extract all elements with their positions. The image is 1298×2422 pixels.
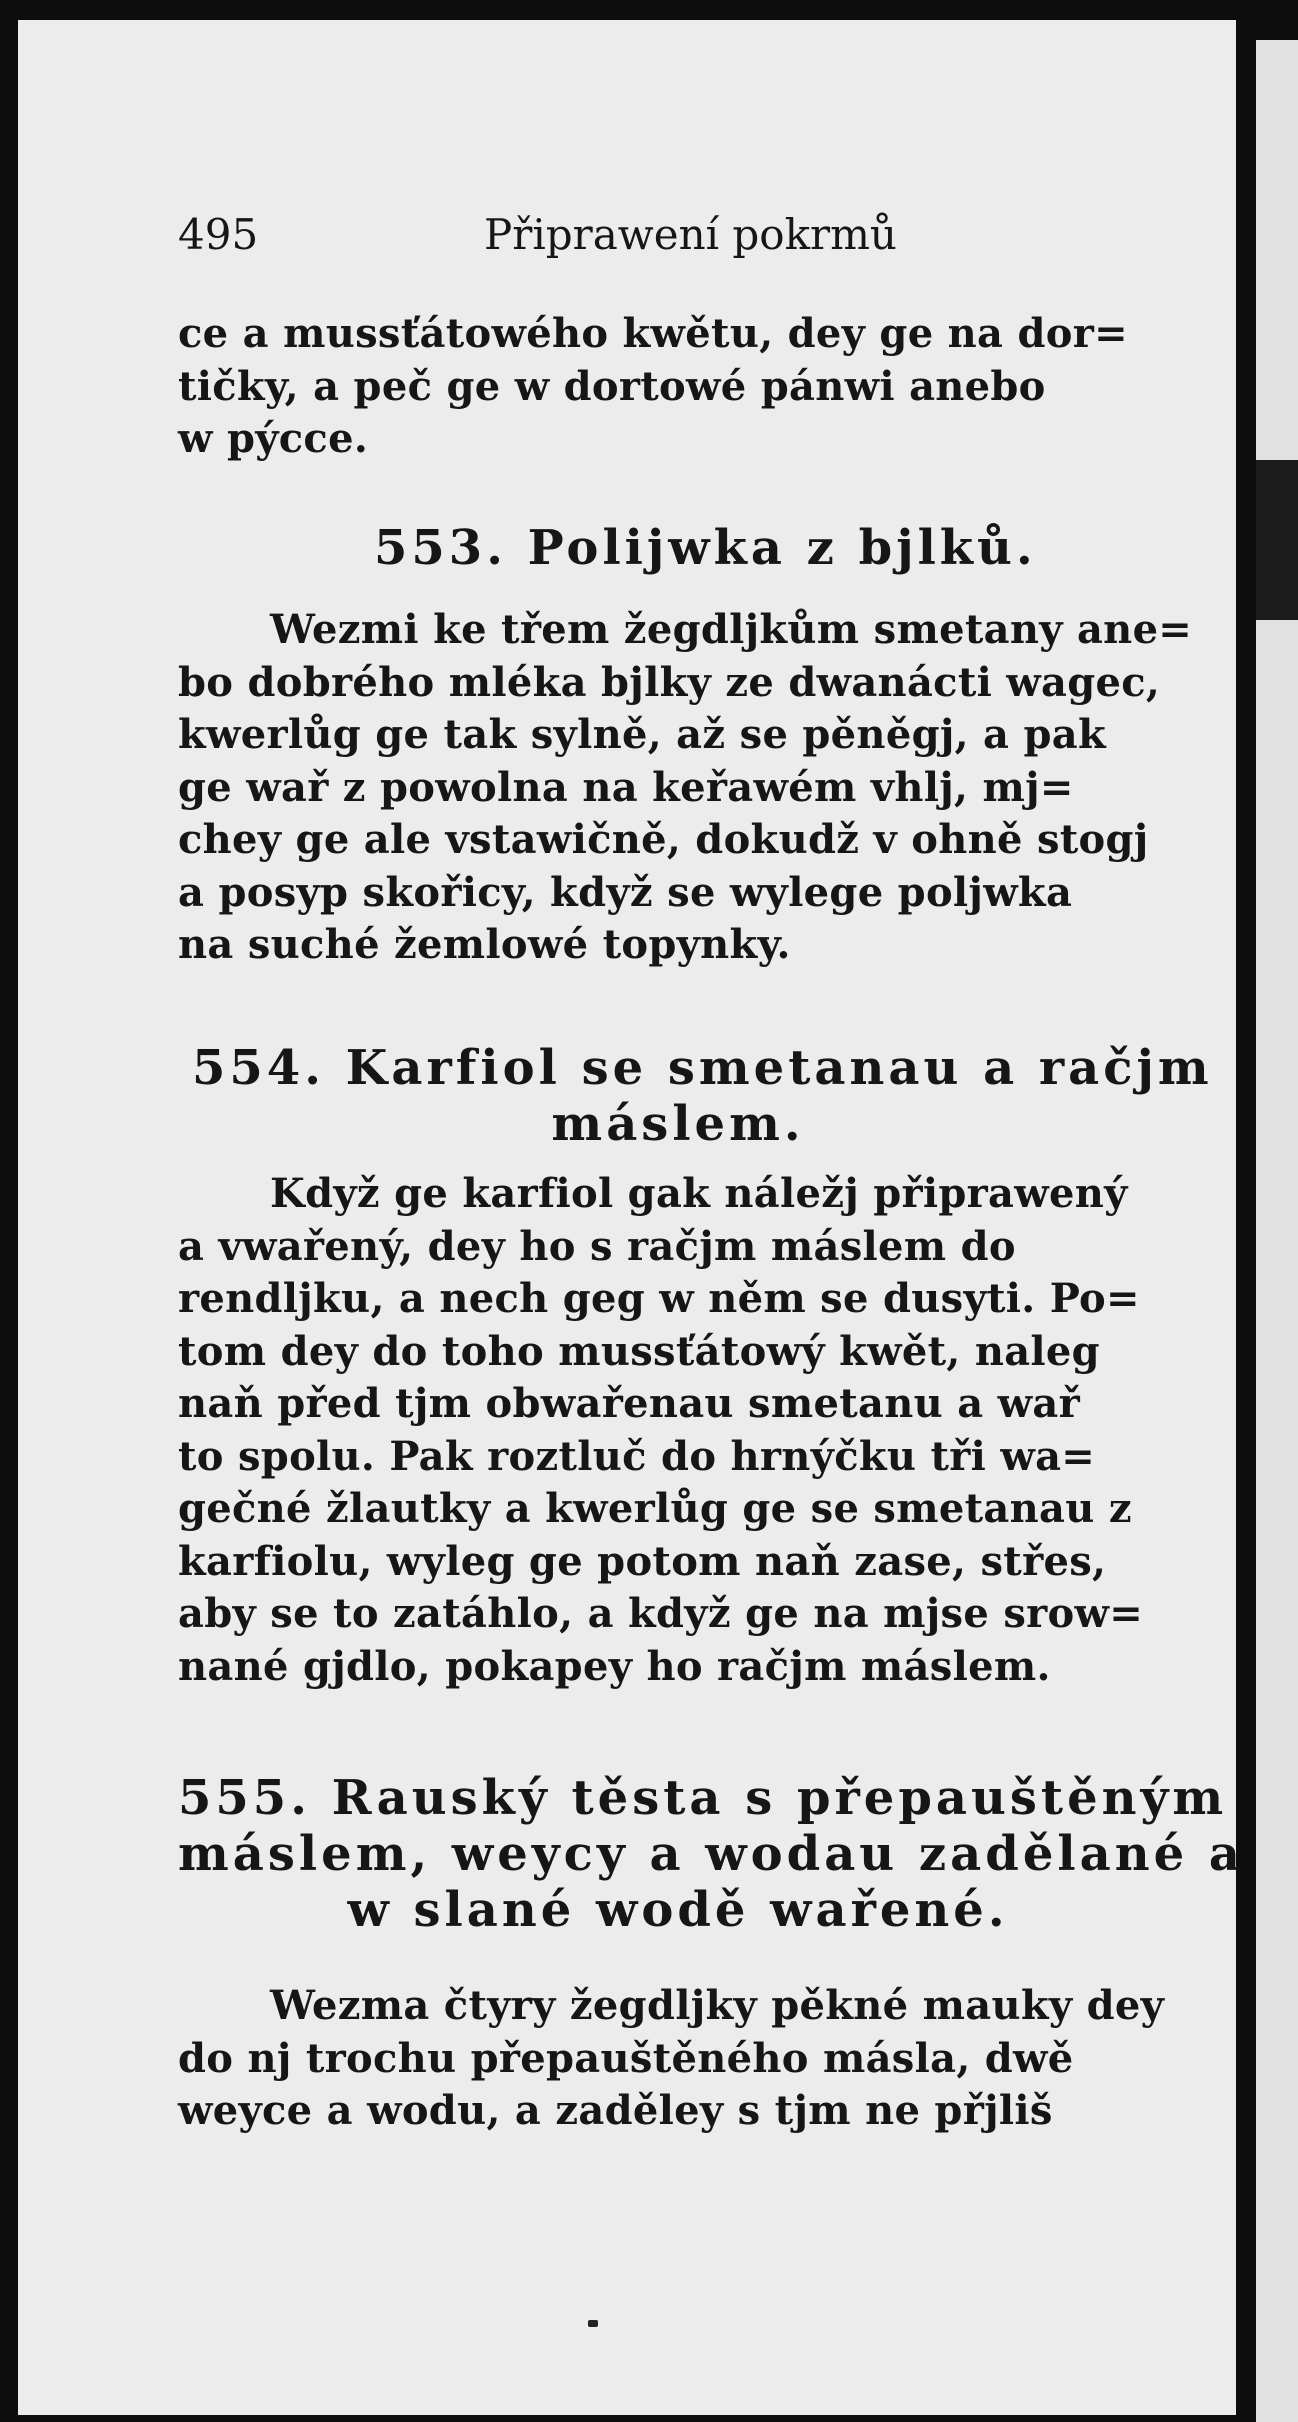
text-line: aby se to zatáhlo, a když ge na mjse srow= [178, 1590, 1144, 1637]
text-line: chey ge ale vstawičně, dokudž v ohně stogj [178, 816, 1149, 863]
scan-top-border [0, 0, 1298, 20]
heading-line: 553. Polijwka z bjlků. [374, 520, 1037, 576]
adjacent-page-edge [1256, 40, 1298, 2422]
text-line: tičky, a peč ge w dortowé pánwi anebo [178, 362, 1046, 410]
page-shadow [1256, 460, 1298, 620]
ink-mark [588, 2320, 598, 2327]
text-line: tom dey do toho mussťátowý kwět, naleg [178, 1327, 1100, 1375]
text-line: do nj trochu přepauštěného másla, dwě [178, 2034, 1074, 2082]
text-line: Wezma čtyry žegdljky pěkné mauky dey [270, 1982, 1165, 2029]
text-line: Když ge karfiol gak náležj připrawený [270, 1170, 1128, 1217]
text-line: ge wař z powolna na keřawém vhlj, mj= [178, 763, 1074, 811]
heading-line: 555. Rauský těsta s přepauštěným [178, 1770, 1228, 1826]
running-title: Připrawení pokrmů [484, 210, 897, 259]
text-line: nané gjdlo, pokapey ho račjm máslem. [178, 1642, 1051, 1690]
recipe-553-body [178, 604, 1193, 972]
page-number: 495 [178, 210, 259, 259]
recipe-555-heading [178, 1770, 1244, 1938]
text-line: ce a mussťátowého kwětu, dey ge na dor= [178, 310, 1128, 357]
text-line: bo dobrého mléka bjlky ze dwanácti wagec, [178, 658, 1161, 706]
text-line: to spolu. Pak roztluč do hrnýčku tři wa= [178, 1432, 1096, 1480]
text-line: naň před tjm obwařenau smetanu a wař [178, 1380, 1080, 1427]
heading-line: máslem. [551, 1096, 805, 1152]
heading-line: w slané wodě wařené. [347, 1882, 1009, 1938]
heading-line: máslem, weycy a wodau zadělané a [178, 1826, 1244, 1882]
text-line: Wezmi ke třem žegdljkům smetany ane= [270, 606, 1193, 653]
text-line: na suché žemlowé topynky. [178, 921, 791, 968]
text-line: a vwařený, dey ho s račjm máslem do [178, 1222, 1016, 1270]
page-header [178, 210, 1178, 270]
intro-paragraph [178, 308, 1178, 466]
text-line: kwerlůg ge tak sylně, až se pěněgj, a pak [178, 711, 1107, 758]
recipe-554-heading [178, 1040, 1213, 1152]
text-line: a posyp skořicy, když se wylege poljwka [178, 868, 1073, 916]
recipe-553-heading [178, 520, 1178, 576]
recipe-554-body [178, 1168, 1178, 1693]
text-line: w pýcce. [178, 415, 369, 462]
recipe-555-body [178, 1980, 1178, 2138]
heading-line: 554. Karfiol se smetanau a račjm [192, 1040, 1213, 1096]
text-line: weyce a wodu, a zaděley s tjm ne přjliš [178, 2087, 1053, 2134]
text-line: karfiolu, wyleg ge potom naň zase, střes, [178, 1537, 1107, 1585]
text-line: rendljku, a nech geg w něm se dusyti. Po= [178, 1275, 1140, 1322]
text-line: gečné žlautky a kwerlůg ge se smetanau z [178, 1485, 1132, 1532]
